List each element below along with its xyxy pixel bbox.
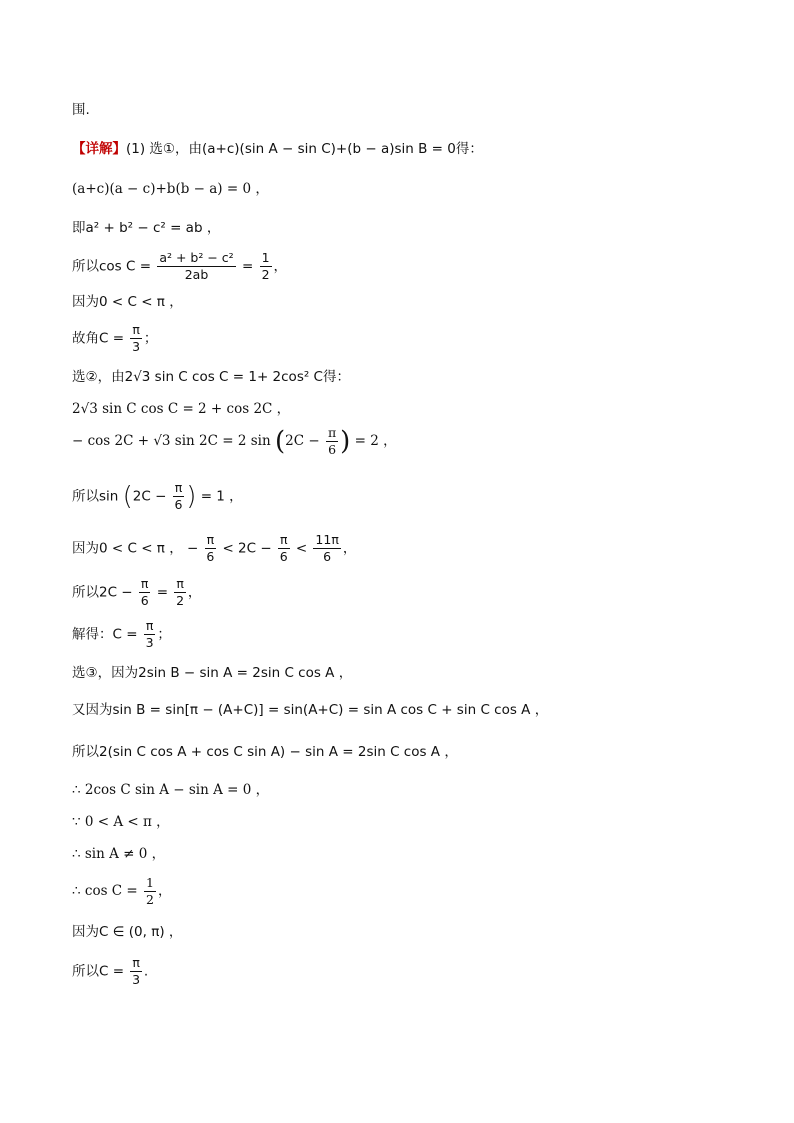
fraction: [144, 875, 156, 908]
formula-line: [72, 250, 287, 283]
denominator: 2ab: [184, 267, 209, 282]
paren-open: (: [274, 426, 286, 457]
text: 所以cos C =: [72, 258, 152, 275]
numerator: π: [132, 322, 140, 337]
solution-tag: 【详解】: [72, 141, 126, 157]
text: = 1 ，: [200, 488, 243, 505]
formula-line: [72, 322, 157, 355]
formula-line: [72, 480, 243, 513]
formula-line: [72, 532, 356, 565]
numerator: π: [279, 532, 288, 547]
fraction: [205, 532, 217, 565]
text: − cos 2C + √3 sin 2C = 2 sin: [72, 433, 271, 449]
text: ，: [342, 540, 357, 557]
numerator: 1: [146, 875, 154, 890]
text: 因为0 < C < π ， −: [72, 540, 199, 557]
formula-line: [72, 618, 171, 651]
text: ；: [157, 626, 171, 643]
text: ，: [273, 258, 288, 275]
denominator: 6: [140, 593, 149, 608]
numerator: π: [145, 618, 154, 633]
text: ，: [157, 883, 172, 899]
text-line: 所以2(sin C cos A + cos C sin A) − sin A = 2sin C cos A ，: [72, 744, 458, 760]
numerator: 11π: [315, 532, 339, 547]
paren-open: (: [122, 481, 133, 512]
text: ，: [187, 584, 202, 601]
denominator: 3: [145, 635, 154, 650]
formula-line: [72, 875, 171, 908]
text-line: (a+c)(a − c)+b(b − a) = 0 ，: [72, 181, 269, 197]
text-line: 2√3 sin C cos C = 2 + cos 2C ，: [72, 401, 291, 417]
text: 所以2C −: [72, 584, 133, 601]
text: .: [143, 963, 149, 980]
text-line: ∴ sin A ≠ 0 ，: [72, 846, 166, 862]
denominator: 6: [206, 549, 215, 564]
text: < 2C −: [222, 540, 272, 557]
text-line: 又因为sin B = sin[π − (A+C)] = sin(A+C) = sin A cos C + sin C cos A ，: [72, 702, 549, 718]
text-line: 因为C ∈ (0, π) ，: [72, 924, 183, 940]
fraction: [260, 250, 272, 283]
fraction: [139, 576, 151, 609]
text: =: [241, 258, 254, 275]
text-line: ∵ 0 < A < π ，: [72, 814, 170, 830]
fraction: [144, 618, 156, 651]
denominator: 2: [176, 593, 185, 608]
text-line: (1) 选①，由(a+c)(sin A − sin C)+(b − a)sin B = 0得：: [126, 141, 483, 157]
numerator: π: [206, 532, 215, 547]
denominator: 2: [146, 892, 154, 907]
denominator: 3: [132, 972, 141, 987]
denominator: 3: [132, 339, 141, 354]
text-line: 即a² + b² − c² = ab ，: [72, 220, 221, 236]
paren-close: ): [186, 481, 197, 512]
denominator: 6: [328, 442, 337, 457]
formula-line: [72, 425, 397, 458]
text-line: 选②，由2√3 sin C cos C = 1+ 2cos² C得：: [72, 369, 350, 385]
numerator: π: [176, 576, 184, 591]
fraction: [157, 250, 235, 283]
text-line: 因为0 < C < π ，: [72, 294, 183, 310]
formula-line: [72, 955, 148, 988]
text: 2C −: [285, 433, 320, 449]
numerator: a² + b² − c²: [159, 250, 234, 265]
numerator: π: [132, 955, 140, 970]
text: 解得：C =: [72, 626, 138, 643]
denominator: 2: [261, 267, 270, 282]
numerator: 1: [261, 250, 270, 265]
text: =: [156, 584, 169, 601]
denominator: 6: [279, 549, 288, 564]
text-line: 选③，因为2sin B − sin A = 2sin C cos A ，: [72, 665, 353, 681]
text: ；: [143, 330, 158, 347]
fraction: [174, 576, 186, 609]
denominator: 6: [174, 497, 183, 512]
fraction: [130, 322, 142, 355]
numerator: π: [327, 425, 337, 440]
fraction: [173, 480, 185, 513]
paren-close: ): [340, 426, 351, 457]
text: 所以C =: [72, 963, 125, 980]
fraction: [130, 955, 142, 988]
text: 2C −: [132, 488, 167, 505]
fraction: [278, 532, 290, 565]
text-line: ∴ 2cos C sin A − sin A = 0 ，: [72, 782, 270, 798]
fraction: [326, 425, 338, 458]
fraction: [313, 532, 340, 565]
text: 所以sin: [72, 488, 119, 505]
numerator: π: [174, 480, 183, 495]
text: = 2 ，: [354, 433, 397, 449]
text: <: [295, 540, 308, 557]
text-line: 围.: [72, 102, 90, 118]
denominator: 6: [323, 549, 332, 564]
numerator: π: [140, 576, 149, 591]
formula-line: [72, 576, 201, 609]
text: 故角C =: [72, 330, 125, 347]
solution-header: [72, 139, 483, 159]
text: ∴ cos C =: [72, 883, 138, 899]
